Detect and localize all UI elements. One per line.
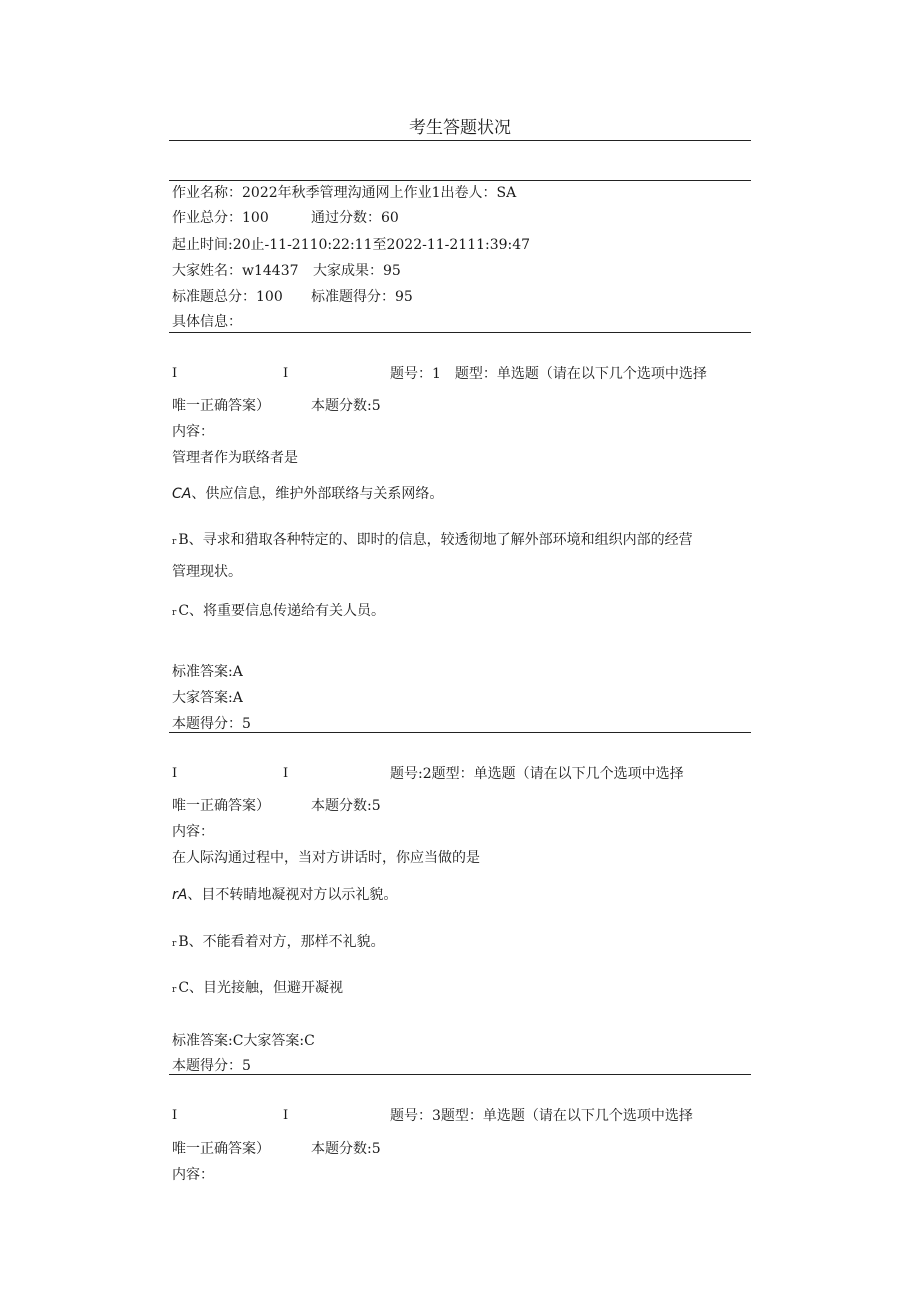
student-result: 大家成果：95 (313, 263, 401, 279)
question-header: 题号：3题型：单选题（请在以下几个选项中选择 (390, 1108, 693, 1124)
option-c[interactable] (172, 979, 343, 999)
pass-score: 通过分数：60 (311, 210, 399, 226)
option-b-cont (172, 563, 242, 581)
option-letter: B (178, 934, 189, 950)
question-score: 本题得分：5 (172, 1058, 251, 1074)
radio-icon: r (172, 537, 177, 547)
option-letter: A (177, 887, 188, 903)
content-label: 内容： (172, 424, 214, 440)
option-text: 、寻求和猎取各种特定的、即时的信息，较透彻地了解外部环境和组织内部的经营 (188, 532, 693, 548)
question-bar-left: I (172, 766, 178, 781)
question-header-cont: 唯一正确答案） (172, 1141, 270, 1157)
time-range: 起止时间:20止-11-2110:22:11至2022-11-2111:39:47 (172, 237, 531, 253)
option-letter: C (178, 980, 190, 996)
option-text: 、供应信息，维护外部联络与关系网络。 (191, 486, 444, 502)
question-header: 题号:2题型：单选题（请在以下几个选项中选择 (390, 766, 684, 782)
title-divider (169, 140, 751, 141)
content-label: 内容： (172, 1167, 214, 1183)
assignment-name: 作业名称：2022年秋季管理沟通网上作业1出卷人：SA (172, 185, 517, 201)
option-text: 、不能看着对方，那样不礼貌。 (188, 934, 385, 950)
radio-icon: r (172, 939, 177, 949)
option-b[interactable] (172, 531, 693, 551)
question-bar-left: I (172, 1108, 178, 1123)
option-a[interactable] (172, 886, 397, 904)
option-letter: C (178, 603, 190, 619)
summary-top-divider (169, 180, 751, 181)
student-name: 大家姓名：w14437 (172, 263, 299, 279)
question-header-cont: 唯一正确答案） (172, 398, 270, 414)
question-points: 本题分数:5 (311, 798, 381, 814)
question-stem: 管理者作为联络者是 (172, 450, 298, 466)
detail-label: 具体信息： (172, 314, 242, 330)
content-label: 内容： (172, 824, 214, 840)
option-letter: B (178, 532, 189, 548)
option-a[interactable] (172, 485, 443, 503)
summary-bottom-divider (169, 332, 751, 333)
standard-score: 标准题得分：95 (311, 289, 413, 305)
radio-icon: r (172, 887, 178, 903)
radio-icon: C (172, 486, 182, 502)
question-score: 本题得分：5 (172, 716, 251, 732)
standard-and-user-answer: 标准答案:C大家答案:C (172, 1033, 315, 1049)
standard-total: 标准题总分：100 (172, 289, 283, 305)
option-c[interactable] (172, 602, 385, 622)
option-text: 、目光接触，但避开凝视 (189, 980, 344, 996)
question-points: 本题分数:5 (311, 398, 381, 414)
standard-answer: 标准答案:A (172, 664, 243, 680)
option-letter: A (181, 486, 192, 502)
question-stem: 在人际沟通过程中，当对方讲话时，你应当做的是 (172, 850, 480, 866)
question-bar-mid: I (283, 766, 289, 781)
question-points: 本题分数:5 (311, 1141, 381, 1157)
radio-icon: r (172, 985, 177, 995)
total-score: 作业总分：100 (172, 210, 269, 226)
question-bar-mid: I (283, 366, 289, 381)
option-text: 、目不转睛地凝视对方以示礼貌。 (187, 887, 398, 903)
option-text: 管理现状。 (172, 564, 242, 580)
question-header: 题号：1 题型：单选题（请在以下几个选项中选择 (390, 366, 707, 382)
question-header-cont: 唯一正确答案） (172, 798, 270, 814)
question-divider (169, 1074, 751, 1075)
question-divider (169, 732, 751, 733)
question-bar-left: I (172, 366, 178, 381)
user-answer: 大家答案:A (172, 690, 243, 706)
page-title: 考生答题状况 (409, 118, 511, 138)
option-b[interactable] (172, 933, 385, 953)
radio-icon: r (172, 608, 177, 618)
option-text: 、将重要信息传递给有关人员。 (189, 603, 386, 619)
question-bar-mid: I (283, 1108, 289, 1123)
